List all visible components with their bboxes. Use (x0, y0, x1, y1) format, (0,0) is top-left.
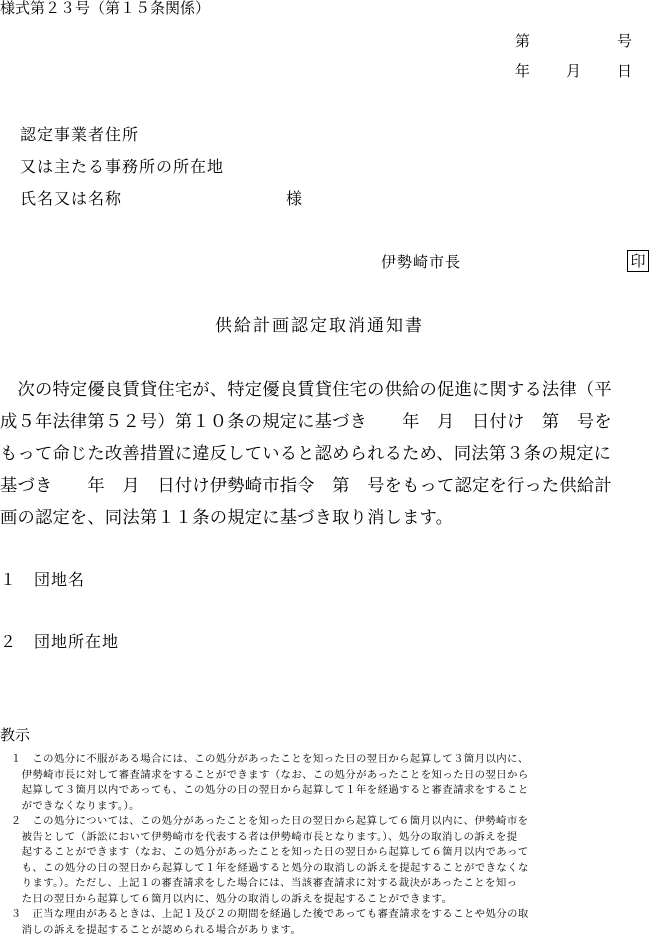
form-number: 様式第２３号（第１５条関係） (0, 0, 210, 17)
notice-line: ３ 正当な理由があるときは、上記１及び２の期間を経過した後であっても審査請求をすることや処分の取 (0, 907, 529, 923)
name-label: 氏名又は名称 (20, 190, 122, 208)
issuer-title: 伊勢崎市長 (381, 254, 461, 271)
document-title: 供給計画認定取消通知書 (215, 316, 424, 336)
honorific: 様 (286, 190, 303, 208)
document-number-label: 第 号 (515, 33, 634, 50)
date-label: 年 月 日 (515, 63, 634, 80)
notice-line: た日の翌日から起算して６箇月以内に、処分の取消しの訴えを提起することができます。 (0, 892, 452, 908)
notice-line: 消しの訴えを提起することが認められる場合があります。 (0, 923, 301, 938)
body-line: 画の認定を、同法第１１条の規定に基づき取り消します。 (0, 508, 453, 528)
body-line: 次の特定優良賃貸住宅が、特定優良賃貸住宅の供給の促進に関する法律（平 (0, 380, 612, 400)
notice-heading: 教示 (0, 727, 30, 744)
address-label-line-1: 認定事業者住所 (20, 126, 139, 144)
notice-line: 起算して３箇月以内であっても、この処分の日の翌日から起算して１年を経過すると審査請求をすること (0, 783, 529, 799)
address-label-line-2: 又は主たる事務所の所在地 (20, 158, 224, 176)
notice-line: ります。）。ただし、上記１の審査請求をした場合には、当該審査請求に対する裁決があったことを知っ (0, 876, 517, 892)
notice-line: 起することができます（なお、この処分があったことを知った日の翌日から起算して６箇月以内であって (0, 845, 529, 861)
notice-line: 被告として（訴訟において伊勢崎市を代表する者は伊勢崎市長となります。）、処分の取消しの訴えを提 (0, 830, 518, 846)
item-housing-complex-name: １ 団地名 (0, 571, 85, 589)
notice-line: ができなくなります。）。 (0, 799, 140, 815)
notice-line: １ この処分に不服がある場合には、この処分があったことを知った日の翌日から起算して３箇月以内に、 (0, 752, 529, 768)
notice-line: も、この処分の日の翌日から起算して１年を経過すると処分の取消しの訴えを提起することができなくな (0, 861, 529, 877)
seal-box: 印 (627, 250, 649, 272)
notice-line: 伊勢崎市長に対して審査請求をすることができます（なお、この処分があったことを知った日の翌日から (0, 768, 529, 784)
notice-line: ２ この処分については、この処分があったことを知った日の翌日から起算して６箇月以内に、伊勢崎市を (0, 814, 528, 830)
body-line: もって命じた改善措置に違反していると認められるため、同法第３条の規定に (0, 444, 611, 464)
item-housing-complex-location: ２ 団地所在地 (0, 633, 119, 651)
body-line: 成５年法律第５２号）第１０条の規定に基づき 年 月 日付け 第 号を (0, 412, 612, 432)
body-line: 基づき 年 月 日付け伊勢崎市指令 第 号をもって認定を行った供給計 (0, 476, 612, 496)
